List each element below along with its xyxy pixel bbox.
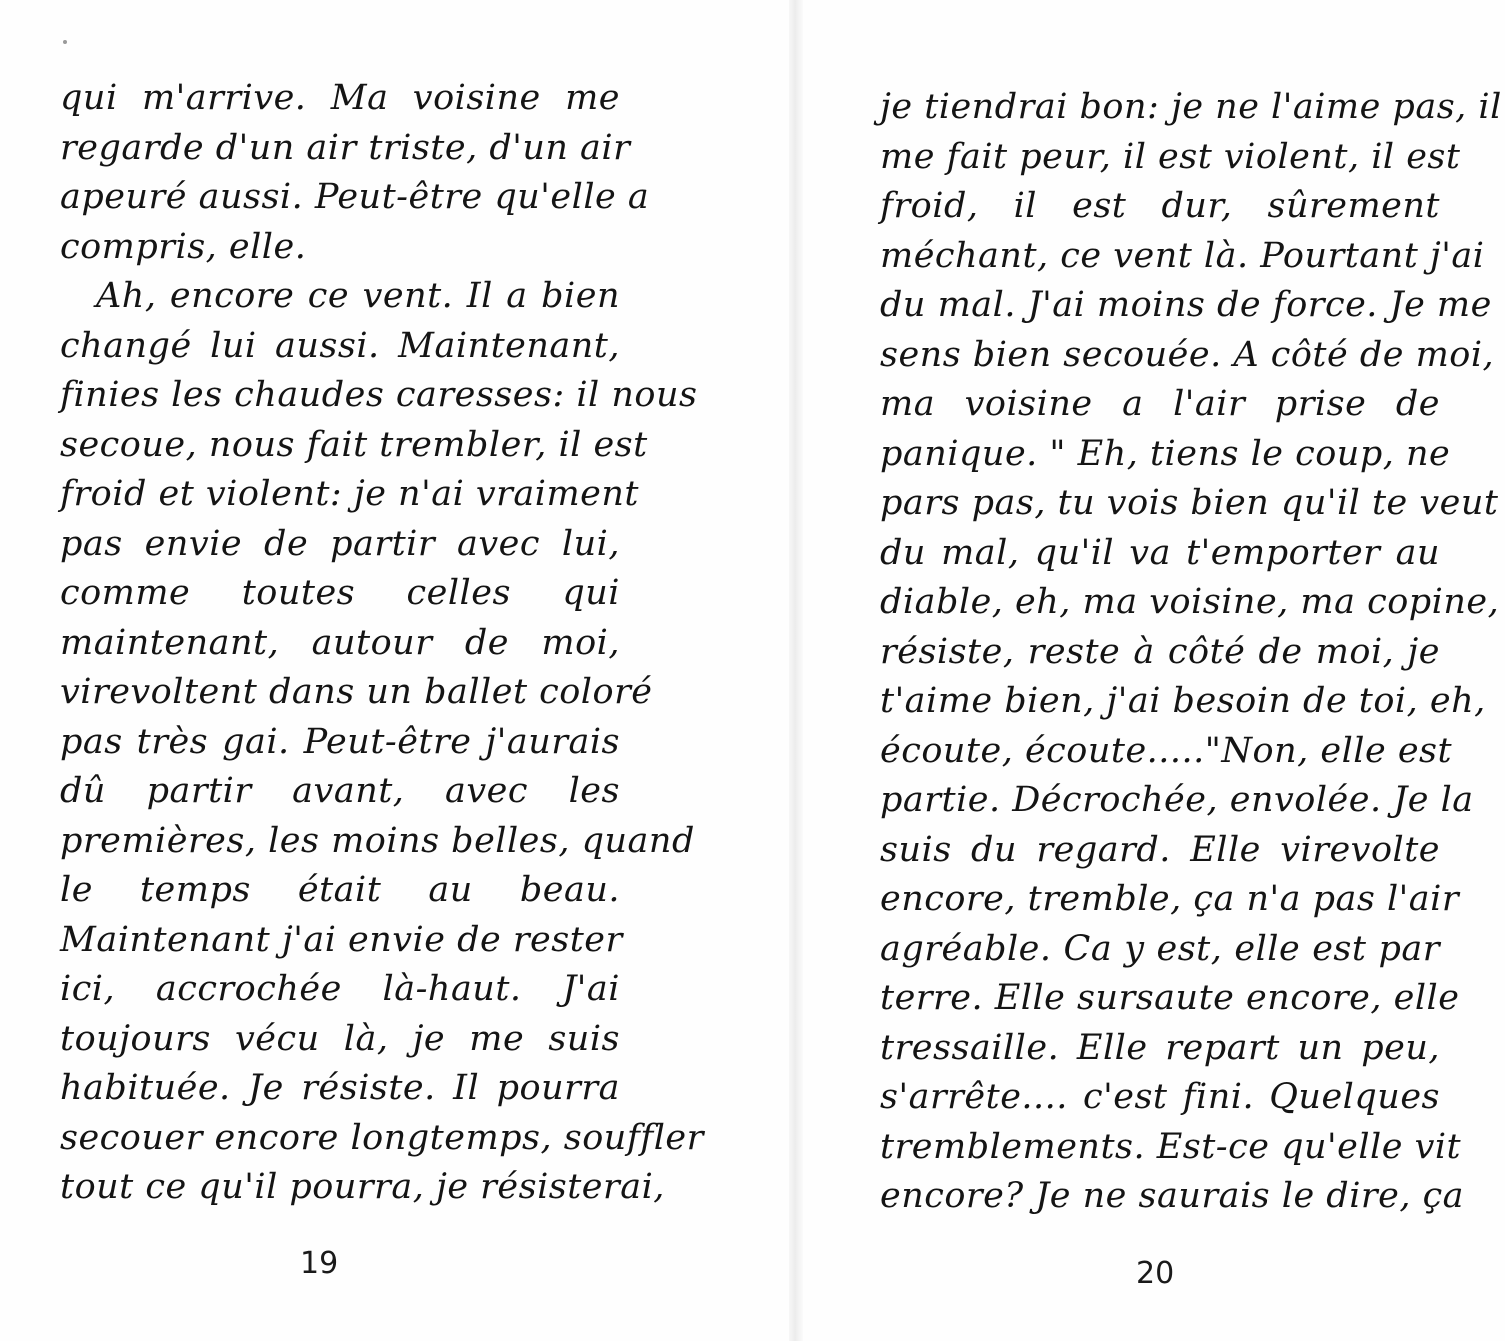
text-line: finies les chaudes caresses: il nous [60, 375, 698, 415]
text-line: du mal, qu'il va t'emporter au [880, 532, 1440, 573]
text-line: tressaille. Elle repart un peu, [880, 1027, 1440, 1068]
text-line: habituée. Je résiste. Il pourra [60, 1068, 620, 1108]
text-line: sens bien secouée. A côté de moi, [880, 334, 1495, 375]
text-line: changé lui aussi. Maintenant, [60, 325, 620, 366]
text-line: froid, il est dur, sûrement [880, 186, 1440, 226]
text-line: me fait peur, il est violent, il est [880, 136, 1461, 177]
text-line: pas très gai. Peut-être j'aurais [60, 721, 620, 762]
text-line: secoue, nous fait trembler, il est [60, 424, 648, 465]
text-line: méchant, ce vent là. Pourtant j'ai [880, 235, 1485, 276]
text-line: froid et violent: je n'ai vraiment [60, 474, 639, 514]
text-line: compris, elle. [60, 226, 307, 267]
text-line: résiste, reste à côté de moi, je [880, 631, 1440, 672]
text-line: s'arrête.... c'est fini. Quelques [880, 1077, 1440, 1117]
text-line: premières, les moins belles, quand [60, 820, 695, 861]
text-line: t'aime bien, j'ai besoin de toi, eh, [880, 681, 1486, 721]
page-number: 20 [1136, 1256, 1175, 1291]
text-line: terre. Elle sursaute encore, elle [880, 978, 1460, 1018]
text-line: panique. " Eh, tiens le coup, ne [880, 433, 1451, 474]
left-page-text [60, 74, 704, 1213]
text-line: encore, tremble, ça n'a pas l'air [880, 879, 1460, 919]
text-line: diable, eh, ma voisine, ma copine, [880, 582, 1500, 622]
book-gutter [789, 0, 803, 1341]
text-line: ici, accrochée là-haut. J'ai [60, 969, 620, 1009]
text-line: Ah, encore ce vent. Il a bien [96, 276, 620, 316]
text-line: suis du regard. Elle virevolte [880, 829, 1440, 870]
text-line: le temps était au beau. [60, 870, 620, 910]
page-number: 19 [300, 1246, 339, 1281]
text-line: je tiendrai bon: je ne l'aime pas, il [880, 87, 1502, 127]
text-line: toujours vécu là, je me suis [60, 1018, 620, 1059]
text-line: virevoltent dans un ballet coloré [60, 672, 653, 712]
text-line: agréable. Ca y est, elle est par [880, 928, 1440, 969]
text-line: maintenant, autour de moi, [60, 622, 620, 663]
text-line: ma voisine a l'air prise de [880, 384, 1440, 424]
right-page-text [880, 83, 1502, 1222]
text-line: pas envie de partir avec lui, [60, 523, 620, 564]
text-line: secouer encore longtemps, souffler [60, 1117, 704, 1158]
right-page [803, 0, 1505, 1341]
text-line: pars pas, tu vois bien qu'il te veut [880, 483, 1499, 523]
text-line: tout ce qu'il pourra, je résisterai, [60, 1167, 665, 1207]
text-line: dû partir avant, avec les [60, 771, 620, 811]
text-line: tremblements. Est-ce qu'elle vit [880, 1126, 1462, 1167]
text-line: partie. Décrochée, envolée. Je la [880, 780, 1474, 820]
text-line: apeuré aussi. Peut-être qu'elle a [60, 177, 650, 217]
text-line: écoute, écoute....."Non, elle est [880, 730, 1453, 771]
text-line: du mal. J'ai moins de force. Je me [880, 285, 1492, 325]
text-line: comme toutes celles qui [60, 573, 620, 613]
text-line: encore? Je ne saurais le dire, ça [880, 1176, 1465, 1216]
text-line: Maintenant j'ai envie de rester [60, 919, 623, 960]
text-line: regarde d'un air triste, d'un air [60, 127, 631, 168]
text-line: qui m'arrive. Ma voisine me [60, 78, 620, 118]
